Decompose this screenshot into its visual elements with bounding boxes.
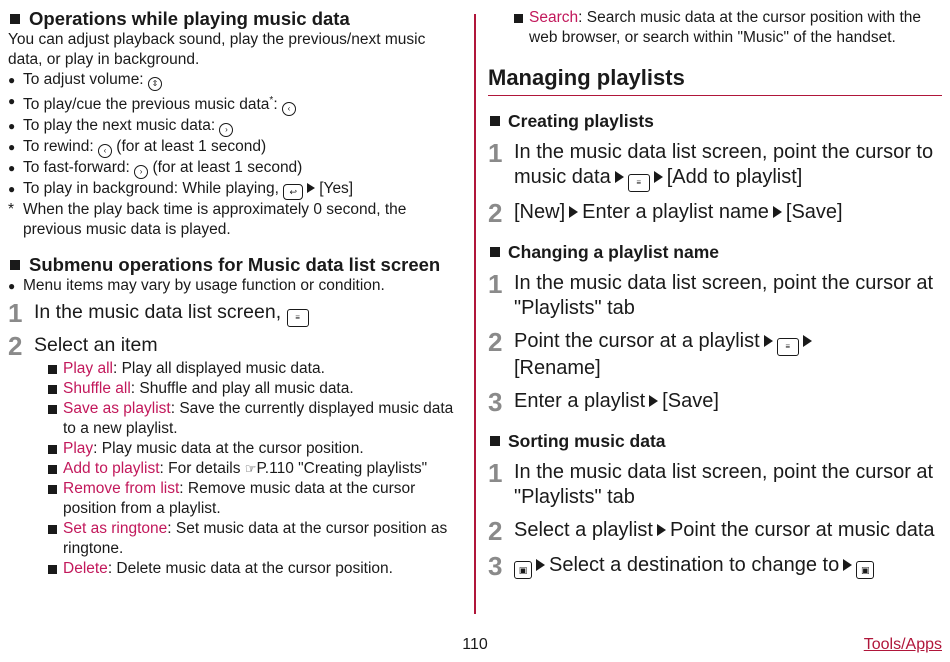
arrow-icon [803,335,812,347]
menu-item-shuffle-all: Shuffle all: Shuffle and play all music data. [8,379,464,399]
menu-item-play: Play: Play music data at the cursor position. [8,439,464,459]
square-bullet-icon [490,247,500,257]
menu-item-add-to-playlist: Add to playlist: For details ☞P.110 "Creating playlists" [8,459,464,479]
arrow-icon [307,183,315,193]
prev-key-icon: ‹ [98,144,112,158]
square-bullet-icon [490,116,500,126]
bullet-item: ● To play/cue the previous music data*: ‹ [8,91,464,116]
step-1: 1 In the music data list screen, ≡ [8,300,464,327]
bullet-item: ● To rewind: ‹ (for at least 1 second) [8,137,464,158]
next-key-icon: › [134,165,148,179]
arrow-icon [764,335,773,347]
menu-key-icon: ≡ [628,174,650,192]
prev-key-icon: ‹ [282,102,296,116]
rename-step-3: 3 Enter a playlist [Save] [488,387,719,417]
menu-item-set-as-ringtone: Set as ringtone: Set music data at the cursor position as ringtone. [8,519,464,559]
menu-key-icon: ≡ [287,309,309,327]
heading-managing-playlists: Managing playlists [488,64,942,96]
menu-item-save-as-playlist: Save as playlist: Save the currently displayed music data to a new playlist. [8,399,464,439]
section-heading-submenu: Submenu operations for Music data list screen [8,254,464,276]
bullet-item: ● To play the next music data: › [8,116,464,137]
menu-item-search: Search: Search music data at the cursor position with the web browser, or search within "Music" of the handset. [488,8,942,48]
arrow-icon [654,171,663,183]
menu-item-remove-from-list: Remove from list: Remove music data at the cursor position from a playlist. [8,479,464,519]
menu-item-play-all: Play all: Play all displayed music data. [8,359,464,379]
column-divider [474,14,476,614]
subheading-sorting-music-data: Sorting music data [488,430,942,452]
sort-step-1: 1 In the music data list screen, point the cursor at "Playlists" tab [488,458,934,508]
arrow-icon [657,524,666,536]
create-step-2: 2 [New] Enter a playlist name [Save] [488,198,843,228]
bullet-item: ● To play in background: While playing, ↩ [Yes] [8,179,464,200]
subheading-changing-playlist-name: Changing a playlist name [488,241,942,263]
arrow-icon [536,559,545,571]
step-2: 2 Select an item [8,331,158,362]
square-bullet-icon [10,260,20,270]
right-column [488,8,942,580]
arrow-icon [773,206,782,218]
footnote: * When the play back time is approximately 0 second, the previous music data is played. [8,201,407,239]
section-heading-operations: Operations while playing music data [8,8,464,30]
section-intro: You can adjust playback sound, play the previous/next music data, or play in background. [8,31,426,68]
confirm-key-icon: ▣ [514,561,532,579]
arrow-icon [569,206,578,218]
rename-step-2: 2 Point the cursor at a playlist ≡ [Rename] [488,329,942,381]
square-bullet-icon [490,436,500,446]
section-link-tools-apps[interactable]: Tools/Apps [863,636,942,653]
bullet-item: ● To adjust volume: ⇕ [8,70,464,91]
subheading-creating-playlists: Creating playlists [488,110,942,132]
arrow-icon [843,559,852,571]
reference-icon: ☞ [244,461,257,477]
rename-step-1: 1 In the music data list screen, point the cursor at "Playlists" tab [488,269,934,319]
back-key-icon: ↩ [283,184,303,200]
bullet-item: ● Menu items may vary by usage function or condition. [8,277,385,295]
menu-item-delete: Delete: Delete music data at the cursor position. [8,559,464,579]
arrow-icon [615,171,624,183]
square-bullet-icon [10,14,20,24]
left-column [8,8,464,579]
sort-step-3: 3 ▣ Select a destination to change to ▣ [488,553,942,580]
arrow-icon [649,395,658,407]
next-key-icon: › [219,123,233,137]
sort-step-2: 2 Select a playlist Point the cursor at music data [488,516,935,546]
create-step-1: 1 In the music data list screen, point the cursor to music data ≡ [Add to playlist] [488,140,942,192]
bullet-item: ● To fast-forward: › (for at least 1 second) [8,158,464,179]
volume-key-icon: ⇕ [148,77,162,91]
page-number: 110 [462,636,488,653]
confirm-key-icon: ▣ [856,561,874,579]
menu-key-icon: ≡ [777,338,799,356]
